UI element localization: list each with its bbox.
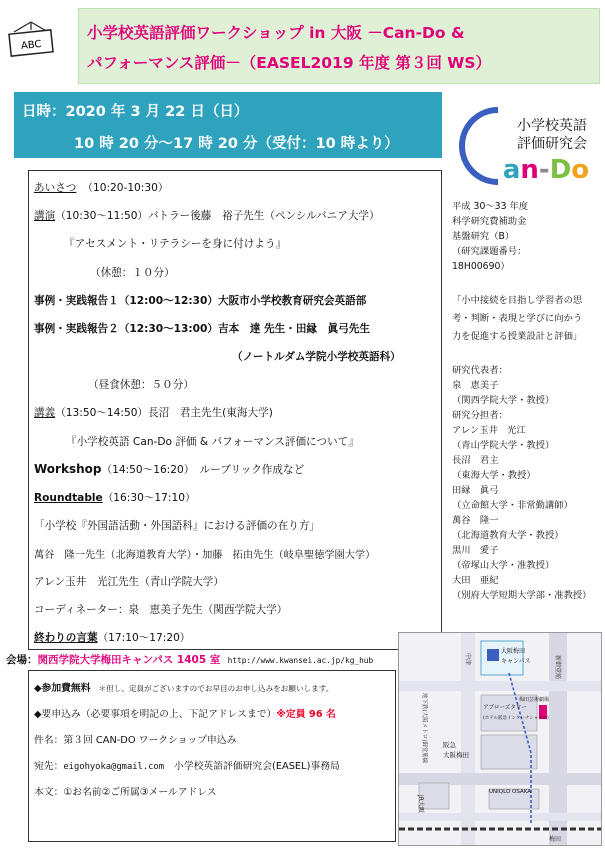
member-line: 田縁 眞弓 [452,485,499,496]
member-line: 泉 恵美子 [452,380,499,391]
body-line: 本文：①お名前②ご所属③メールアドレス [34,787,217,798]
greeting-label: あいさつ [34,182,77,194]
program-report2 [34,321,370,336]
abc-sign-text: ABC [20,38,43,53]
workshop-label: Workshop [34,462,102,476]
program-report1 [34,293,366,308]
grant-line: （研究課題番号： [452,246,527,257]
report1-label: 事例・実践報告１ [34,295,119,307]
apply-label: ◆要申込み（必要事項を明記の上、下記アドレスまで） [34,709,277,720]
program-greeting [34,180,168,195]
map-theater-label: 梅田芸術劇場 [519,697,550,703]
report2-label: 事例・実践報告２ [34,323,119,335]
venue-line [6,652,373,667]
can-do-logo [452,100,600,190]
coordinator: コーディネーター：泉 恵美子先生（関西学院大学） [34,604,288,616]
office-name: 小学校英語評価研究会(EASEL)事務局 [174,761,340,772]
report2-affiliation: （ノートルダム学院小学校英語科） [232,351,401,363]
member-line: 大田 亜紀 [452,575,499,586]
map-venue-label-1: 大阪梅田 [501,648,526,655]
grant-line: 平成 30～33 年度 [452,201,529,212]
grant-line: 科学研究費補助金 [452,216,527,227]
map-building-label: アプローズタワー [483,705,527,711]
map-jr-label: JR大阪 [417,795,424,813]
map-hankyu-label-1: 阪急 [443,741,456,749]
venue-name: 関西学院大学梅田キャンパス 1405 室 [37,654,221,666]
lecture2-label: 講義 [34,407,56,419]
map-uniqlo-label: UNIQLO OSAKA [489,789,531,795]
fee-note: ＊但し、定員がございますのでお早目のお申し込みをお願いします。 [98,684,334,693]
title-line-2: パフォーマンス評価－（EASEL2019 年度 第３回 WS） [87,54,492,72]
to-label: 宛先： [34,761,64,772]
lunch-break: （昼食休憩：５０分） [88,379,194,391]
lecture1-detail: （10:30～11:50）バトラー後藤 裕子先生（ペンシルバニア大学） [55,210,380,222]
member-line: 萬谷 隆一 [452,515,499,526]
workshop-detail: （14:50～16:20） ルーブリック作成など [101,464,305,476]
email-link[interactable]: eigohyoka@gmail.com [63,762,165,772]
logo-line-1: 小学校英語 [517,118,587,134]
subject-line: 件名：第３回 CAN-DO ワークショップ申込み [34,735,237,746]
venue-label: 会場： [6,654,38,666]
break-1: （休憩：１０分） [90,267,175,279]
abc-sign-icon [4,20,58,60]
address-line [34,758,340,772]
lecture1-title: 『アセスメント・リテラシーを身に付けよう』 [64,238,287,250]
closing-time: （17:10～17:20） [97,632,191,644]
project-line: 「小中接続を目指し学習者の思 [452,295,583,306]
date-line-1: 日時：2020 年 3 月 22 日（日） [22,104,249,120]
logo-line-2: 評価研究会 [517,136,587,152]
member-line: （青山学院大学・教授） [452,440,555,451]
venue-map [398,632,602,846]
lecture1-label: 講演 [34,210,56,222]
report1-detail: （12:00～12:30）大阪市小学校教育研究会英語部 [118,295,367,307]
roundtable-label: Roundtable [34,492,103,504]
greeting-time: （10:20-10:30） [82,182,169,194]
program-workshop [34,462,304,477]
member-line: （関西学院大学・教授） [452,395,555,406]
date-line-2: 10 時 20 分～17 時 20 分（受付：10 時より） [74,136,399,152]
closing-label: 終わりの言葉 [34,632,98,644]
roundtable-time: （16:30～17:10） [102,492,196,504]
program-closing [34,630,190,645]
member-line: （東海大学・教授） [452,470,536,481]
panelists-1: 萬谷 隆一先生（北海道教育大学）・加藤 拓由先生（岐阜聖徳学園大学） [34,550,376,561]
capacity-note: ※定員 96 名 [276,709,336,720]
member-line: 研究分担者： [452,410,508,421]
map-umeda-label: 梅田 [549,836,562,843]
member-line: 長沼 君主 [452,455,499,466]
program-lecture1 [34,208,380,223]
member-line: 黒川 愛子 [452,545,499,556]
lecture2-detail: （13:50～14:50）長沼 君主先生(東海大学) [55,407,273,419]
report2-detail: （12:30～13:00）吉本 達 先生・田縁 眞弓先生 [118,323,370,335]
title-line-1: 小学校英語評価ワークショップ in 大阪 －Can-Do & [87,24,465,42]
apply-line [34,706,336,720]
member-line: （北海道教育大学・教授） [452,530,564,541]
title-banner [78,8,600,84]
venue-url-link[interactable]: http://www.kwansei.ac.jp/kg_hub [227,656,374,665]
program-lecture2 [34,405,273,420]
map-road-label-1: 新御堂筋 [554,655,561,680]
member-line: アレン玉井 光江 [452,425,526,436]
member-line: （帝塚山大学・准教授） [452,560,555,571]
grant-line: 18H00690） [452,261,510,272]
member-line: （別府大学短期大学部・准教授） [452,590,592,601]
project-line: 力を促進する授業設計と評価」 [452,331,583,342]
panelists-2: アレン玉井 光江先生（青山学院大学） [34,576,224,588]
map-venue-label-2: キャンパス [501,658,531,665]
date-banner [14,92,442,158]
lecture2-title: 『小学校英語 Can-Do 評価 & パフォーマンス評価について』 [66,436,359,448]
map-hankyu-label-2: 大阪梅田 [443,751,469,759]
fee-line [34,680,333,694]
map-building-sub: (ホテル阪急インターナショナル) [483,716,549,721]
map-road-label-2: 中津 [464,653,471,666]
fee-label: ◆参加費無料 [34,683,91,694]
program-roundtable [34,490,196,505]
registration-box [28,670,396,842]
member-line: 研究代表者： [452,365,508,376]
member-line: （立命館大学・非常勤講師） [452,500,573,511]
project-line: 考・判断・表現と学びに向かう [452,313,583,324]
grant-line: 基盤研究（B） [452,231,515,242]
logo-mark: an-Do [502,155,590,185]
roundtable-theme: 「小学校『外国語活動・外国語科』における評価の在り方」 [34,520,321,532]
map-station-label: 地下鉄(大阪メトロ)御堂筋線 [421,693,427,764]
